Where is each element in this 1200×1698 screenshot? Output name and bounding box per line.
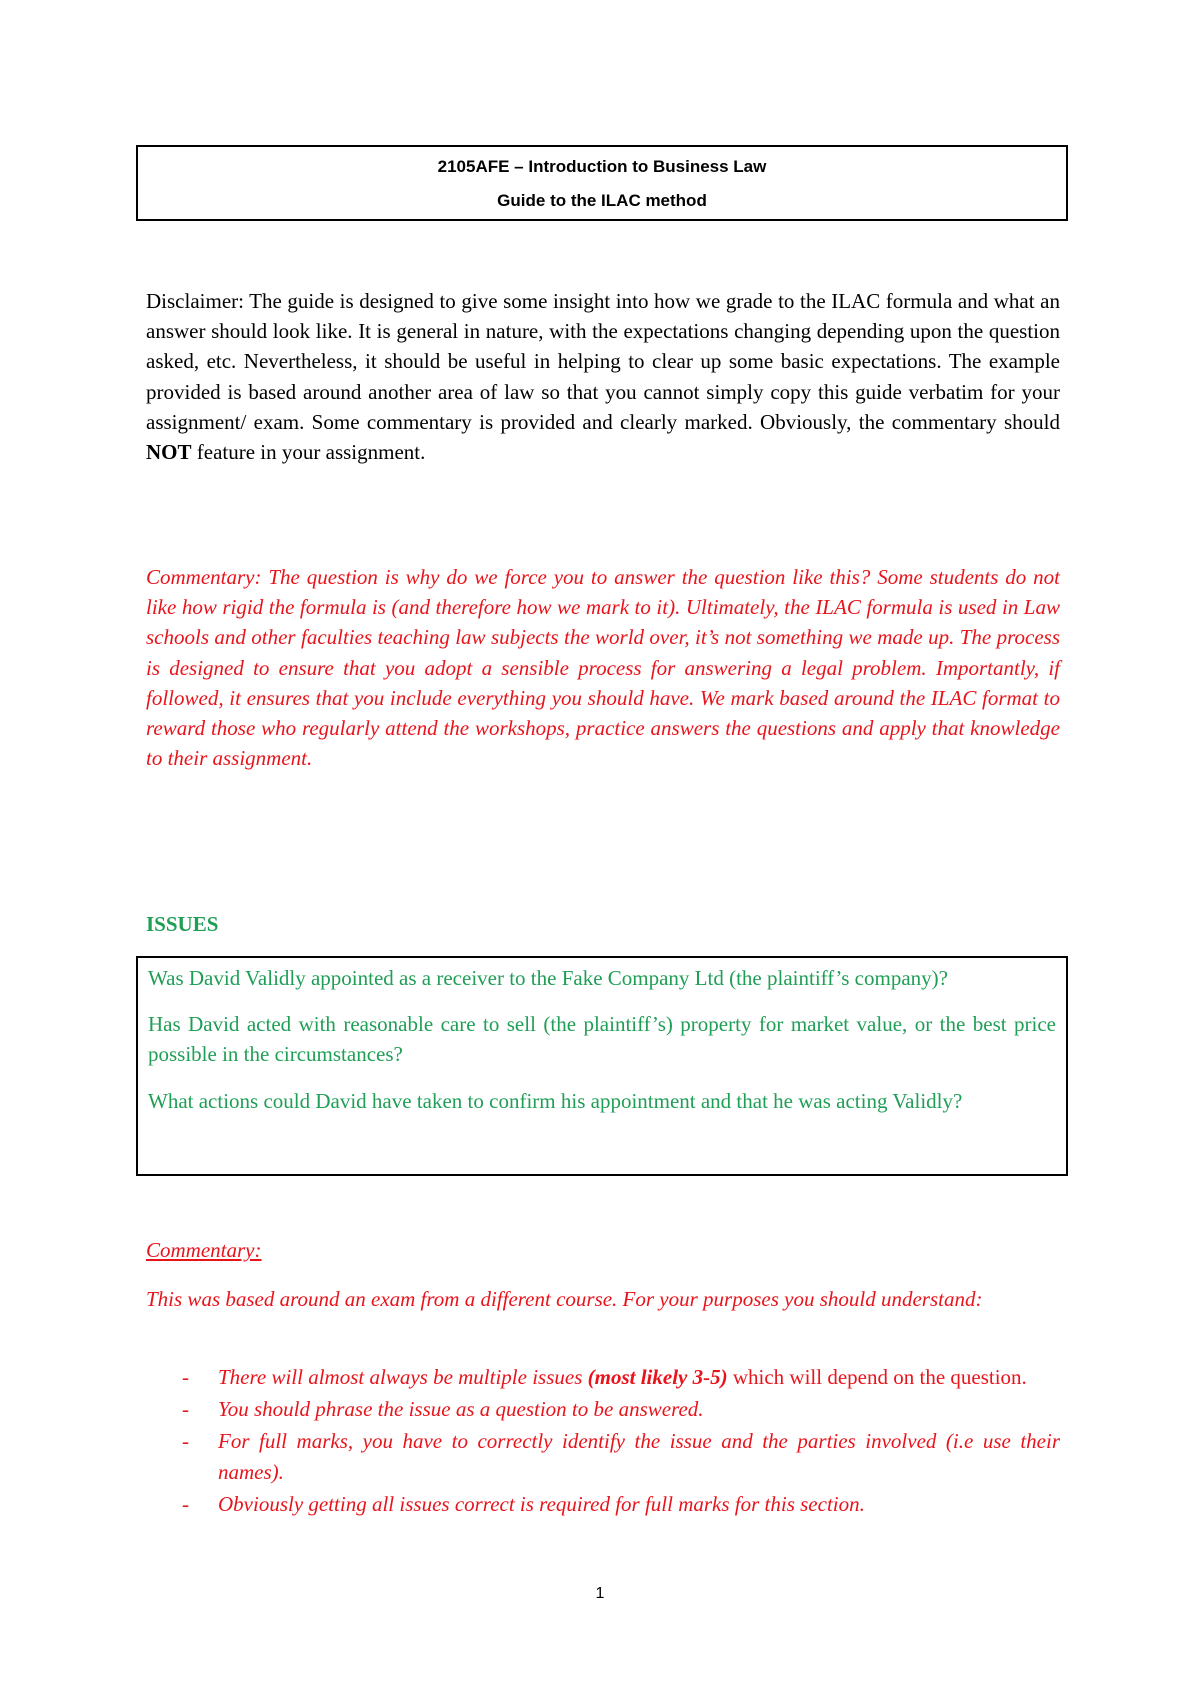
list-item	[146, 1426, 1060, 1486]
bullet-text: For full marks, you have to correctly identify the issue and the parties involved (i.e use their names).	[218, 1429, 1060, 1484]
issues-box	[136, 956, 1068, 1176]
bullet-dash: -	[182, 1429, 189, 1454]
course-title: 2105AFE – Introduction to Business Law	[437, 157, 767, 176]
title-box	[136, 145, 1068, 221]
disclaimer-text-end: feature in your assignment.	[196, 440, 426, 465]
bullet-bold-text: (most likely 3-5)	[587, 1365, 728, 1389]
bullet-text: There will almost always be multiple issues	[218, 1365, 583, 1389]
commentary-bullet-list	[146, 1362, 1060, 1521]
disclaimer-paragraph	[146, 286, 1060, 467]
list-item	[146, 1394, 1060, 1424]
bullet-normal-text: which will depend on the question.	[732, 1365, 1027, 1389]
bullet-text: Obviously getting all issues correct is required for full marks for this section.	[218, 1491, 865, 1516]
bullet-dash: -	[182, 1491, 189, 1516]
disclaimer-text: Disclaimer: The guide is designed to give some insight into how we grade to the ILAC formula and what an answer should look like. It is general in nature, with the expectations changing depending upon the question asked, etc. Nevertheless, it should be useful in helping to clear up some basic expectations. The example provided is based around another area of law so that you cannot simply copy this guide verbatim for your assignment/ exam. Some commentary is provided and clearly marked. Obviously, the commentary should	[146, 289, 1060, 434]
list-item	[146, 1489, 1060, 1519]
list-item	[146, 1362, 1060, 1392]
disclaimer-bold-not: NOT	[146, 440, 192, 465]
commentary-intro: This was based around an exam from a different course. For your purposes you should understand:	[146, 1287, 983, 1311]
bullet-dash: -	[182, 1365, 189, 1389]
guide-title: Guide to the ILAC method	[497, 191, 707, 210]
issue-item: Has David acted with reasonable care to sell (the plaintiff’s) property for market value, or the best price possible in the circumstances?	[148, 1012, 1056, 1067]
issues-heading: ISSUES	[146, 912, 219, 936]
issue-item: What actions could David have taken to confirm his appointment and that he was acting Validly?	[148, 1088, 963, 1113]
issue-item: Was David Validly appointed as a receiver to the Fake Company Ltd (the plaintiff’s company)?	[148, 966, 948, 990]
commentary-paragraph: Commentary: The question is why do we force you to answer the question like this? Some students do not like how rigid the formula is (and therefore how we mark to it). Ultimately, the ILAC formula is used in Law schools and other faculties teaching law subjects the world over, it’s not something we made up. The process is designed to ensure that you adopt a sensible process for answering a legal problem. Importantly, if followed, it ensures that you include everything you should have. We mark based around the ILAC format to reward those who regularly attend the workshops, practice answers the questions and apply that knowledge to their assignment.	[146, 565, 1060, 771]
bullet-text: You should phrase the issue as a question to be answered.	[218, 1397, 704, 1422]
bullet-dash: -	[182, 1397, 189, 1422]
commentary-label: Commentary:	[146, 1238, 262, 1262]
page-number: 1	[595, 1585, 605, 1602]
